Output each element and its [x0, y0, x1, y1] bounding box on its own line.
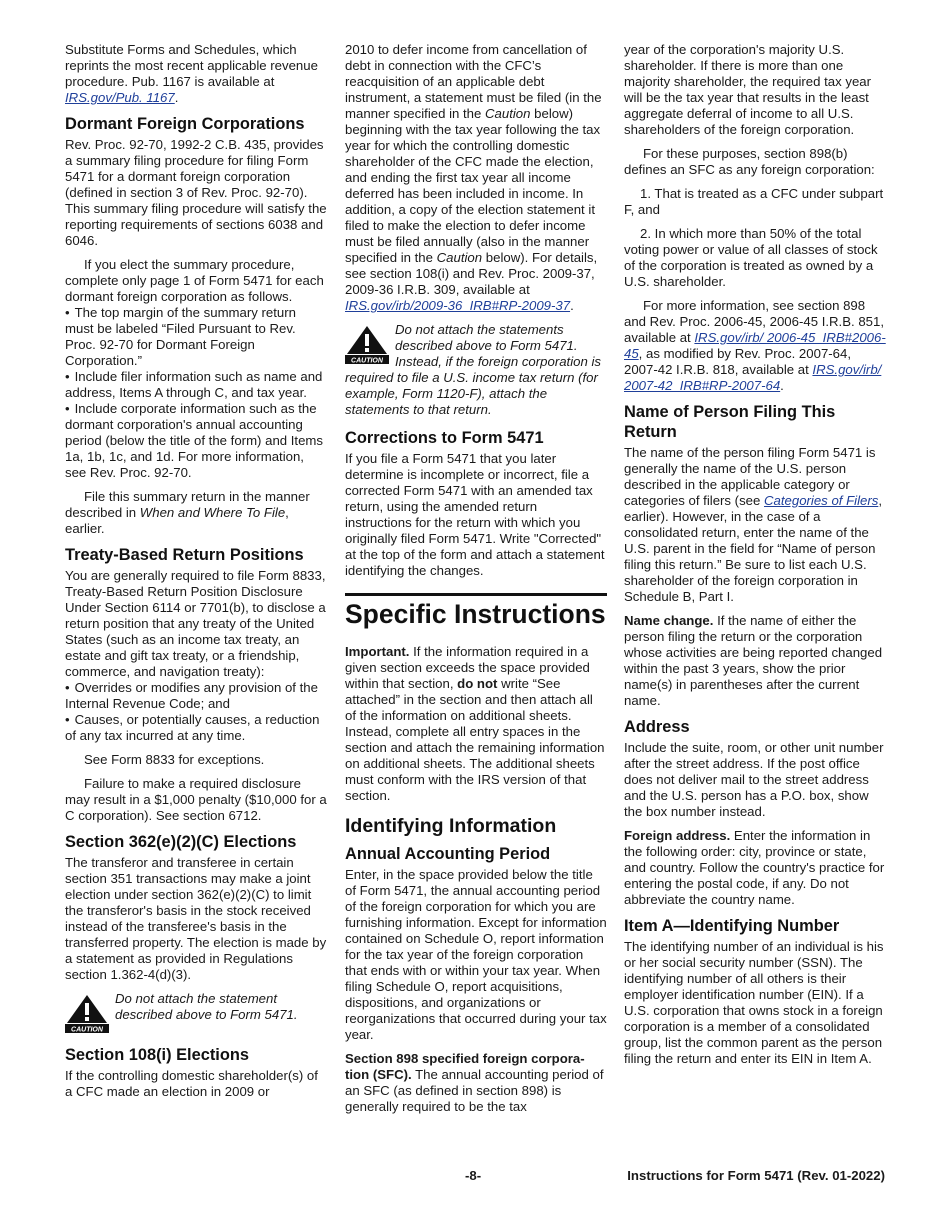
caution-icon-label: CAUTION: [71, 1026, 103, 1033]
rp2009-37-link[interactable]: IRS.gov/irb/2009-36_IRB#RP-2009-37: [345, 298, 571, 313]
item-a-heading: Item A—Identifying Number: [624, 917, 840, 935]
treaty-bullet-1: • Overrides or modifies any provision of the Internal Revenue Code; and: [65, 680, 327, 712]
specific-instructions-section: [345, 593, 607, 630]
s108-heading: Section 108(i) Elections: [65, 1046, 249, 1064]
column-2: [345, 42, 607, 1123]
column-1: [65, 42, 327, 1108]
page-number: -8-: [465, 1168, 482, 1183]
s108-caution: [345, 322, 607, 418]
caution-icon: [65, 993, 109, 1033]
item-a-paragraph: The identifying number of an individual is his or her social security number (SSN). The identifying number of all others is their employer identification number (EIN). If a U.S. corporation that owns stock in a foreign corporation is a member of a consolidated group, list the common parent as the person filing the return and enter its EIN in Item A.: [624, 939, 884, 1066]
treaty-paragraph-2: See Form 8833 for exceptions.: [84, 752, 265, 767]
foreign-address-paragraph: Foreign address. Enter the information in the following order: city, province or state, and country. Follow the country's practice for entering the postal code, if any. Do not abbreviate the country name.: [624, 828, 885, 907]
identifying-info-heading: Identifying Information: [345, 815, 557, 837]
name-of-person-heading: Name of Person Filing This Return: [624, 403, 836, 441]
sfc-continued: year of the corporation's majority U.S. shareholder. If there is more than one majority shareholder, the required tax year will be the tax year that results in the least aggregate deferral of income to all U.S. shareholders of the foreign corporation.: [624, 42, 872, 137]
s362-heading: Section 362(e)(2)(C) Elections: [65, 833, 297, 851]
dormant-bullet-1: • The top margin of the summary return must be labeled “Filed Pursuant to Rev. Proc. 92-70 for Dormant Foreign Corporation.”: [65, 305, 327, 369]
dormant-bullet-2: • Include filer information such as name and address, Items A through C, and tax year.: [65, 369, 327, 401]
name-change-paragraph: Name change. If the name of either the person filing the return or the corporation whose activities are being reported changed within the past 3 years, show the prior name(s) in parentheses after the current name.: [624, 613, 883, 708]
s362-caution: [65, 991, 327, 1035]
treaty-paragraph-3: Failure to make a required disclosure may result in a $1,000 penalty ($10,000 for a C corporation). See section 6712.: [65, 776, 327, 823]
s362-caution-text: Do not attach the statement described above to Form 5471.: [115, 991, 298, 1022]
s108-caution-text: Do not attach the statements described above to Form 5471. Instead, if the foreign corporation is required to file a U.S. income tax return (for example, Form 1120-F), attach the statements to that return.: [345, 322, 601, 417]
name-of-person-paragraph: The name of the person filing Form 5471 is generally the name of the U.S. person described in the applicable category or categories of filers (see Categories of Filers, earlier). However, in the case of a consolidated return, enter the name of the U.S. parent in the field for “Name of person filing this return.” Be sure to list each U.S. shareholder of the foreign corporation in Schedule B, Part I.: [624, 445, 883, 604]
s108-paragraph-1: If the controlling domestic shareholder(s) of a CFC made an election in 2009 or: [65, 1068, 318, 1099]
sfc-paragraph: Section 898 specified foreign corpora-tion (SFC). The annual accounting period of an SFC (as defined in section 898) is generally required to be the tax: [345, 1051, 604, 1114]
annual-period-heading: Annual Accounting Period: [345, 845, 551, 863]
s362-paragraph-1: The transferor and transferee in certain section 351 transactions may make a joint election under section 362(e)(2)(C) to limit the transferor's basis in the stock received instead of the transferee's basis in the transferred property. The election is made by a statement as provided in Regulations section 1.362-4(d)(3).: [65, 855, 327, 982]
s108-continued: 2010 to defer income from cancellation of debt in connection with the CFC’s reacquisition of an applicable debt instrument, a statement must be filed (in the manner specified in the Caution below) beginning with the tax year following the tax year for which the controlling domestic shareholder of the CFC made the election, and ending the first tax year all income deferred has been included in income. In addition, a copy of the election statement it filed to make the election to defer income must be filed annually (also in the manner specified in the Caution below). For details, see section 108(i) and Rev. Proc. 2009-37, 2009-36 I.R.B. 309, available at IRS.gov/irb/2009-36_IRB#RP-2009-37.: [345, 42, 602, 313]
specific-instructions-heading: Specific Instructions: [345, 599, 606, 629]
dormant-paragraph-2: If you elect the summary procedure, complete only page 1 of Form 5471 for each dormant foreign corporation as follows.: [65, 257, 324, 304]
caution-icon-label: CAUTION: [351, 357, 383, 364]
dormant-bullet-3: • Include corporate information such as the dormant corporation's annual accounting period (below the title of the form) and Items 1a, 1b, 1c, and 1d. For more information, see Rev. Proc. 92-70.: [65, 401, 327, 481]
dormant-paragraph-3: File this summary return in the manner described in When and Where To File, earlier.: [65, 489, 310, 536]
important-paragraph: Important. If the information required in a given section exceeds the space provided within that section, do not write “See attached” in the section and then attach all of the information on additional sheets. Instead, complete all entry spaces in the section and attach the remaining information on additional sheets. The additional sheets must conform with the IRS version of that section.: [345, 644, 605, 803]
sfc-paragraph-2: For these purposes, section 898(b) defines an SFC as any foreign corporation:: [624, 146, 875, 177]
sfc-item-2: 2. In which more than 50% of the total voting power or value of all classes of stock of the corporation is treated as owned by a U.S. shareholder.: [624, 226, 878, 289]
dormant-heading: Dormant Foreign Corporations: [65, 115, 305, 133]
treaty-bullet-2: • Causes, or potentially causes, a reduction of any tax incurred at any time.: [65, 712, 327, 744]
column-3: [624, 42, 886, 1075]
treaty-heading: Treaty-Based Return Positions: [65, 546, 304, 564]
caution-icon: [345, 324, 389, 364]
address-paragraph: Include the suite, room, or other unit number after the street address. If the post office does not deliver mail to the street address and the U.S. person has a P.O. box, show the box number instead.: [624, 740, 884, 819]
corrections-heading: Corrections to Form 5471: [345, 429, 544, 447]
sfc-paragraph-3: For more information, see section 898 and Rev. Proc. 2006-45, 2006-45 I.R.B. 851, available at IRS.gov/irb/ 2006-45_IRB#2006-45, as modified by Rev. Proc. 2007-64, 2007-42 I.R.B. 818, available at IRS.gov/irb/ 2007-42_IRB#RP-2007-64.: [624, 298, 886, 393]
rp2006-45-link[interactable]: IRS.gov/irb/ 2006-45_IRB#2006-45: [624, 330, 886, 361]
categories-of-filers-link[interactable]: Categories of Filers: [764, 493, 879, 508]
rp2007-64-link[interactable]: IRS.gov/irb/ 2007-42_IRB#RP-2007-64: [624, 362, 882, 393]
address-heading: Address: [624, 718, 690, 736]
footer-form-title: Instructions for Form 5471 (Rev. 01-2022): [627, 1168, 885, 1183]
annual-period-paragraph: Enter, in the space provided below the title of Form 5471, the annual accounting period of the foreign corporation for which you are furnishing information. Except for information contained on Schedule O, report information for the tax year of the foreign corporation that ends with or within your tax year. When filing Schedule O, report acquisitions, dispositions, and organizations or reorganizations that occurred during your tax year.: [345, 867, 607, 1042]
treaty-paragraph-1: You are generally required to file Form 8833, Treaty-Based Return Position Disclosure Under Section 6114 or 7701(b), to disclose a return position that any treaty of the United States (such as an income tax treaty, an estate and gift tax treaty, or a friendship, commerce, and navigation treaty):: [65, 568, 326, 679]
dormant-paragraph-1: Rev. Proc. 92-70, 1992-2 C.B. 435, provides a summary filing procedure for filing Form 5471 for a dormant foreign corporation (defined in section 3 of Rev. Proc. 92-70). This summary filing procedure will satisfy the reporting requirements of sections 6038 and 6046.: [65, 137, 327, 248]
corrections-paragraph: If you file a Form 5471 that you later determine is incomplete or incorrect, file a corrected Form 5471 with an amended tax return, using the amended return instructions for the return with which you originally filed Form 5471. Write "Corrected" at the top of the form and attach a statement identifying the changes.: [345, 451, 605, 578]
sfc-item-1: 1. That is treated as a CFC under subpart F, and: [624, 186, 884, 217]
pub1167-link[interactable]: IRS.gov/Pub. 1167: [65, 90, 175, 105]
intro-paragraph: Substitute Forms and Schedules, which reprints the most recent applicable revenue procedure. Pub. 1167 is available at IRS.gov/Pub. 1167.: [65, 42, 318, 105]
